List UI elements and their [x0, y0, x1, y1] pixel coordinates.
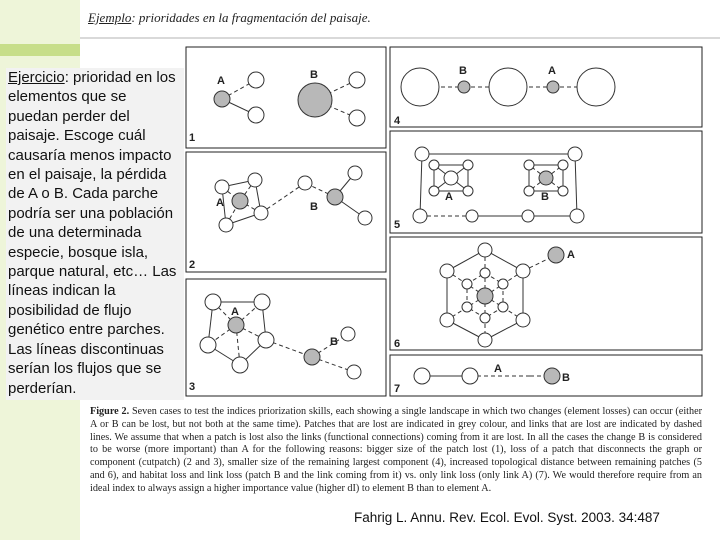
panel-4 [401, 68, 615, 106]
title-rest: : prioridades en la fragmentación del paisaje. [131, 10, 371, 25]
panel-4-label-b: B [459, 65, 467, 77]
panel-2-label-b: B [310, 201, 318, 213]
panel-6-frame [390, 237, 702, 350]
citation: Fahrig L. Annu. Rev. Ecol. Evol. Syst. 2003. 34:487 [354, 510, 660, 525]
caption-label: Figure 2. [90, 406, 130, 417]
caption-text: Seven cases to test the indices priorization skills, each showing a single landscape in which two changes (element losses) can occur (either A or B can be lost, but not both at the same time). Patches that are lost are indicated in grey colour, and links that are lost are indicated by dashed lines. We assume that when a patch is lost also the links (functional connections) coming from it are lost. In all the cases the change B is considered to be worse (more important) than A for the following reasons: bigger size of the patch lost (1), loss of a patch that disconnects the graph or component (cutpatch) (2 and 3), smaller size of the remaining largest component (4), increased topological distance between remaining patches (5 and 6), and habitat loss and link loss (patch B and the link coming from it) vs. only link loss (only link A) (7). We would therefore require from an ideal index to always assign a higher importance value (higher dI) to element B than to element A. [90, 406, 702, 494]
panel-6 [440, 243, 564, 347]
panel-7 [414, 368, 560, 384]
panel-2-number: 2 [189, 259, 196, 271]
panel-3-number: 3 [189, 381, 196, 393]
panel-2-label-a: A [216, 197, 224, 209]
panel-1 [214, 72, 365, 126]
panel-3-label-b: B [330, 336, 338, 348]
panel-1-label-b: B [310, 69, 318, 81]
exercise-body: : prioridad en los elementos que se puedan perder del paisaje. Escoge cuál causaría menos impacto en el paisaje, la pérdida de A o B. Cada parche podría ser una población de una determinada especie, bosque isla, parque natural, etc… Las líneas indican la posibilidad de flujo genético entre parches. Las líneas discontinuas serían los flujos que se perderían. [8, 69, 177, 397]
panel-7-number: 7 [394, 383, 401, 395]
panel-5-number: 5 [394, 219, 401, 231]
panel-5 [413, 147, 584, 223]
panel-2 [215, 166, 372, 232]
title-prefix: Ejemplo [88, 10, 132, 25]
panel-7-label-a: A [494, 363, 502, 375]
panel-4-label-a: A [548, 65, 556, 77]
panel-1-number: 1 [189, 132, 196, 144]
panel-6-number: 6 [394, 338, 401, 350]
panel-5-label-b: B [541, 191, 549, 203]
panel-4-number: 4 [394, 115, 401, 127]
panel-3-label-a: A [231, 306, 239, 318]
panel-6-label-a: A [567, 249, 575, 261]
figure-caption [90, 406, 702, 496]
panel-7-label-b: B [562, 372, 570, 384]
exercise-lead: Ejercicio [8, 69, 65, 86]
panel-1-label-a: A [217, 75, 225, 87]
panel-5-label-a: A [445, 191, 453, 203]
